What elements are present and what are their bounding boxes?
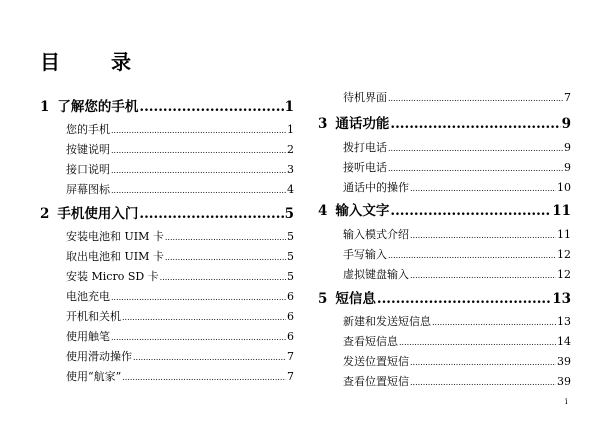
toc-section-entry[interactable]: [66, 371, 294, 382]
toc-entry-label: 开机和关机: [66, 310, 121, 323]
toc-dot-leader: [388, 145, 563, 153]
toc-page-number: 13: [552, 291, 571, 307]
toc-section-entry[interactable]: [66, 144, 294, 155]
toc-entry-label: 短信息: [335, 291, 376, 307]
toc-page-number: 5: [287, 270, 294, 283]
toc-section-entry[interactable]: [343, 229, 571, 240]
toc-page-number: 10: [557, 181, 571, 194]
toc-section-entry[interactable]: [343, 316, 571, 327]
toc-page-number: 12: [557, 248, 571, 261]
toc-dot-leader: [111, 334, 286, 342]
toc-dot-leader: [390, 118, 560, 132]
toc-section-entry[interactable]: [66, 311, 294, 322]
toc-dot-leader: [111, 187, 286, 195]
toc-page-number: 11: [557, 228, 571, 241]
toc-page-number: 1: [284, 99, 294, 115]
toc-entry-label: 电池充电: [66, 290, 110, 303]
toc-section-entry[interactable]: [343, 162, 571, 173]
toc-page-number: 5: [284, 206, 294, 222]
toc-section-entry[interactable]: [66, 271, 294, 282]
toc-dot-leader: [122, 314, 286, 322]
toc-page-number: 39: [557, 375, 571, 388]
page-title: 目 录: [40, 50, 153, 74]
toc-dot-leader: [410, 359, 556, 367]
toc-entry-label: 待机界面: [343, 91, 387, 104]
toc-chapter-entry[interactable]: [40, 101, 294, 115]
toc-section-entry[interactable]: [66, 351, 294, 362]
toc-section-entry[interactable]: [343, 336, 571, 347]
toc-entry-label: 使用滑动操作: [66, 350, 132, 363]
toc-dot-leader: [410, 272, 556, 280]
toc-chapter-entry[interactable]: [40, 208, 294, 222]
toc-chapter-number: 4: [318, 203, 328, 219]
toc-section-entry[interactable]: [343, 92, 571, 103]
toc-dot-leader: [410, 185, 556, 193]
toc-dot-leader: [165, 254, 286, 262]
toc-entry-label: 输入文字: [335, 203, 390, 219]
toc-dot-leader: [410, 232, 556, 240]
toc-entry-label: 您的手机: [66, 123, 110, 136]
toc-chapter-entry[interactable]: [318, 118, 571, 132]
toc-entry-label: 查看短信息: [343, 335, 398, 348]
toc-entry-label: 了解您的手机: [57, 99, 139, 115]
toc-section-entry[interactable]: [343, 182, 571, 193]
toc-entry-label: 手机使用入门: [57, 206, 139, 222]
toc-dot-leader: [432, 319, 556, 327]
toc-chapter-number: 1: [40, 99, 50, 115]
toc-page-number: 2: [287, 143, 294, 156]
toc-section-entry[interactable]: [343, 356, 571, 367]
toc-dot-leader: [111, 127, 286, 135]
toc-entry-label: 通话中的操作: [343, 181, 409, 194]
toc-section-entry[interactable]: [66, 164, 294, 175]
toc-page-number: 9: [564, 161, 571, 174]
toc-page-number: 6: [287, 310, 294, 323]
toc-dot-leader: [111, 294, 286, 302]
toc-section-entry[interactable]: [66, 251, 294, 262]
toc-page-number: 5: [287, 250, 294, 263]
toc-dot-leader: [111, 167, 286, 175]
toc-entry-label: 虚拟键盘输入: [343, 268, 409, 281]
toc-dot-leader: [377, 293, 551, 307]
toc-entry-label: 新建和发送短信息: [343, 315, 431, 328]
toc-dot-leader: [399, 339, 556, 347]
toc-section-entry[interactable]: [343, 142, 571, 153]
toc-dot-leader: [160, 274, 286, 282]
toc-section-entry[interactable]: [343, 376, 571, 387]
toc-dot-leader: [122, 374, 286, 382]
toc-page-number: 14: [557, 335, 571, 348]
toc-entry-label: 按键说明: [66, 143, 110, 156]
toc-entry-label: 取出电池和 UIM 卡: [66, 250, 164, 263]
toc-entry-label: 安装电池和 UIM 卡: [66, 230, 164, 243]
toc-page-number: 5: [287, 230, 294, 243]
toc-page-number: 3: [287, 163, 294, 176]
toc-section-entry[interactable]: [343, 269, 571, 280]
toc-section-entry[interactable]: [66, 184, 294, 195]
toc-chapter-entry[interactable]: [318, 205, 571, 219]
toc-page-number: 6: [287, 330, 294, 343]
toc-entry-label: 使用“航家”: [66, 370, 122, 383]
toc-chapter-entry[interactable]: [318, 293, 571, 307]
toc-entry-label: 屏幕图标: [66, 183, 110, 196]
toc-dot-leader: [111, 147, 286, 155]
toc-dot-leader: [390, 205, 551, 219]
toc-page-number: 11: [552, 203, 571, 219]
toc-page-number: 39: [557, 355, 571, 368]
toc-dot-leader: [139, 208, 283, 222]
toc-entry-label: 拨打电话: [343, 141, 387, 154]
toc-entry-label: 查看位置短信: [343, 375, 409, 388]
toc-page-number: 9: [561, 116, 571, 132]
toc-entry-label: 发送位置短信: [343, 355, 409, 368]
toc-page-number: 7: [564, 91, 571, 104]
toc-page-number: 7: [287, 370, 294, 383]
toc-page-number: 9: [564, 141, 571, 154]
toc-chapter-number: 2: [40, 206, 50, 222]
toc-dot-leader: [388, 165, 563, 173]
toc-dot-leader: [139, 101, 283, 115]
toc-entry-label: 安装 Micro SD 卡: [66, 270, 159, 283]
toc-dot-leader: [388, 252, 556, 260]
toc-entry-label: 通话功能: [335, 116, 390, 132]
toc-entry-label: 接听电话: [343, 161, 387, 174]
page-number: i: [565, 397, 568, 406]
toc-dot-leader: [388, 95, 563, 103]
toc-dot-leader: [410, 379, 556, 387]
toc-chapter-number: 5: [318, 291, 328, 307]
toc-entry-label: 使用触笔: [66, 330, 110, 343]
toc-page-number: 6: [287, 290, 294, 303]
toc-section-entry[interactable]: [66, 124, 294, 135]
toc-entry-label: 输入模式介绍: [343, 228, 409, 241]
toc-page-number: 4: [287, 183, 294, 196]
toc-entry-label: 手写输入: [343, 248, 387, 261]
toc-section-entry[interactable]: [66, 291, 294, 302]
toc-page-number: 7: [287, 350, 294, 363]
toc-dot-leader: [133, 354, 286, 362]
toc-section-entry[interactable]: [66, 331, 294, 342]
toc-page-number: 1: [287, 123, 294, 136]
toc-entry-label: 接口说明: [66, 163, 110, 176]
toc-page-number: 13: [557, 315, 571, 328]
toc-chapter-number: 3: [318, 116, 328, 132]
toc-dot-leader: [165, 234, 286, 242]
toc-section-entry[interactable]: [343, 249, 571, 260]
toc-page-number: 12: [557, 268, 571, 281]
toc-section-entry[interactable]: [66, 231, 294, 242]
